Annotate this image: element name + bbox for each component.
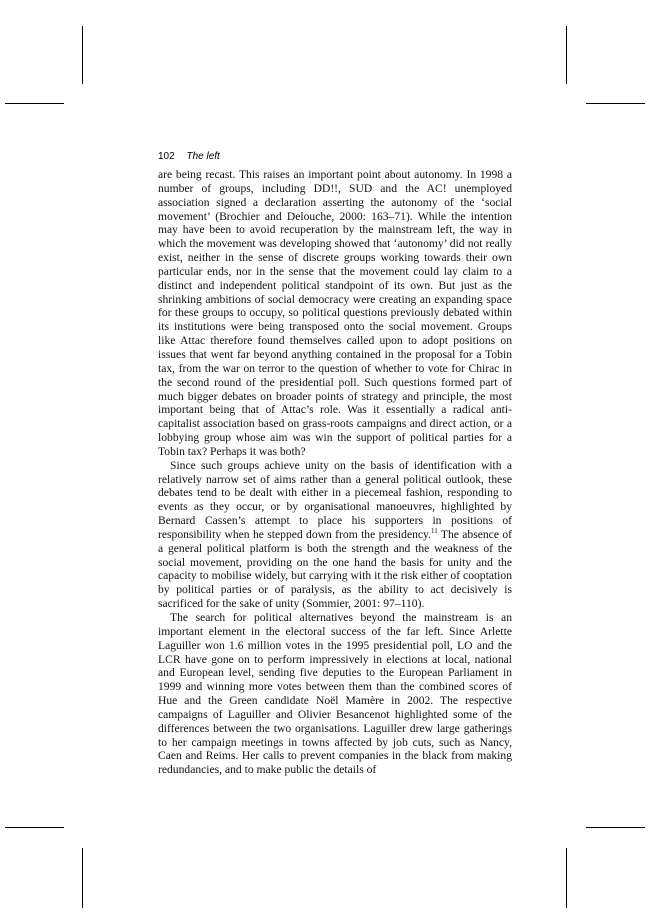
crop-mark-top-left-vertical <box>82 26 83 84</box>
crop-mark-top-right-horizontal <box>586 103 645 104</box>
crop-mark-bottom-right-vertical <box>566 848 567 908</box>
crop-mark-top-left-horizontal <box>5 103 64 104</box>
crop-mark-top-right-vertical <box>566 26 567 84</box>
paragraph <box>158 168 512 459</box>
running-head-title: The left <box>186 151 220 162</box>
paragraph <box>158 611 512 777</box>
paragraph-text: The search for political alternatives beyond the mainstream is an important element in the electoral success of the far left. Since Arlette Laguiller won 1.6 million votes in the 1995 presidential poll, LO and the LCR have gone on to perform impressively in elections at local, national and European level, sending five deputies to the European Parliament in 1999 and winning more votes between them than the combined scores of Hue and the Green candidate Noël Mamère in 2002. The respective campaigns of Laguiller and Olivier Besancenot highlighted some of the differences between the two organisations. Laguiller drew large gatherings to her campaign meetings in towns affected by job cuts, such as Nancy, Caen and Reims. Her calls to prevent companies in the black from making redundancies, and to make public the details of <box>158 611 512 777</box>
paragraph-text: Since such groups achieve unity on the basis of identification with a relatively narrow set of aims rather than a general political outlook, these debates tend to be dealt with either in a piecemeal fashion, responding to events as they occur, or by organisational manoeuvres, highlighted by Bernard Cassen’s attempt to place his supporters in positions of responsibility when he stepped down from the presidency. <box>158 458 512 541</box>
page-number: 102 <box>158 151 175 162</box>
paragraph <box>158 459 512 611</box>
paragraph-text: are being recast. This raises an important point about autonomy. In 1998 a number of groups, including DD!!, SUD and the AC! unemployed association signed a declaration asserting the autonomy of the ‘social movement’ (Brochier and Delouche, 2000: 163–71). While the intention may have been to avoid recuperation by the mainstream left, the way in which the movement was developing showed that ‘autonomy’ did not really exist, neither in the sense of discrete groups working towards their own particular ends, nor in the sense that the movement could lay claim to a distinct and independent political standpoint of its own. But just as the shrinking ambitions of social democracy were creating an expanding space for these groups to occupy, so political questions previously debated within its institutions were being transposed onto the social movement. Groups like Attac therefore found themselves called upon to adopt positions on issues that went far beyond anything contained in the proposal for a Tobin tax, from the war on terror to the question of whether to vote for Chirac in the second round of the presidential poll. Such questions formed part of much bigger debates on broader points of strategy and principle, the most important being that of Attac’s role. Was it essentially a radical anti-capitalist association based on grass-roots campaigns and direct action, or a lobbying group whose aim was win the support of political parties for a Tobin tax? Perhaps it was both? <box>158 168 512 458</box>
running-header <box>158 151 514 165</box>
paragraph-text: The absence of a general political platform is both the strength and the weakness of the social movement, providing on the one hand the basis for unity and the capacity to mobilise widely, but carrying with it the risk either of cooptation by political parties or of paralysis, as the ability to act decisively is sacrificed for the sake of unity (Sommier, 2001: 97–110). <box>158 527 512 611</box>
footnote-reference[interactable]: 11 <box>430 527 438 536</box>
crop-mark-bottom-left-horizontal <box>5 827 64 828</box>
body-text <box>158 168 512 777</box>
crop-mark-bottom-right-horizontal <box>586 827 645 828</box>
crop-mark-bottom-left-vertical <box>82 848 83 908</box>
